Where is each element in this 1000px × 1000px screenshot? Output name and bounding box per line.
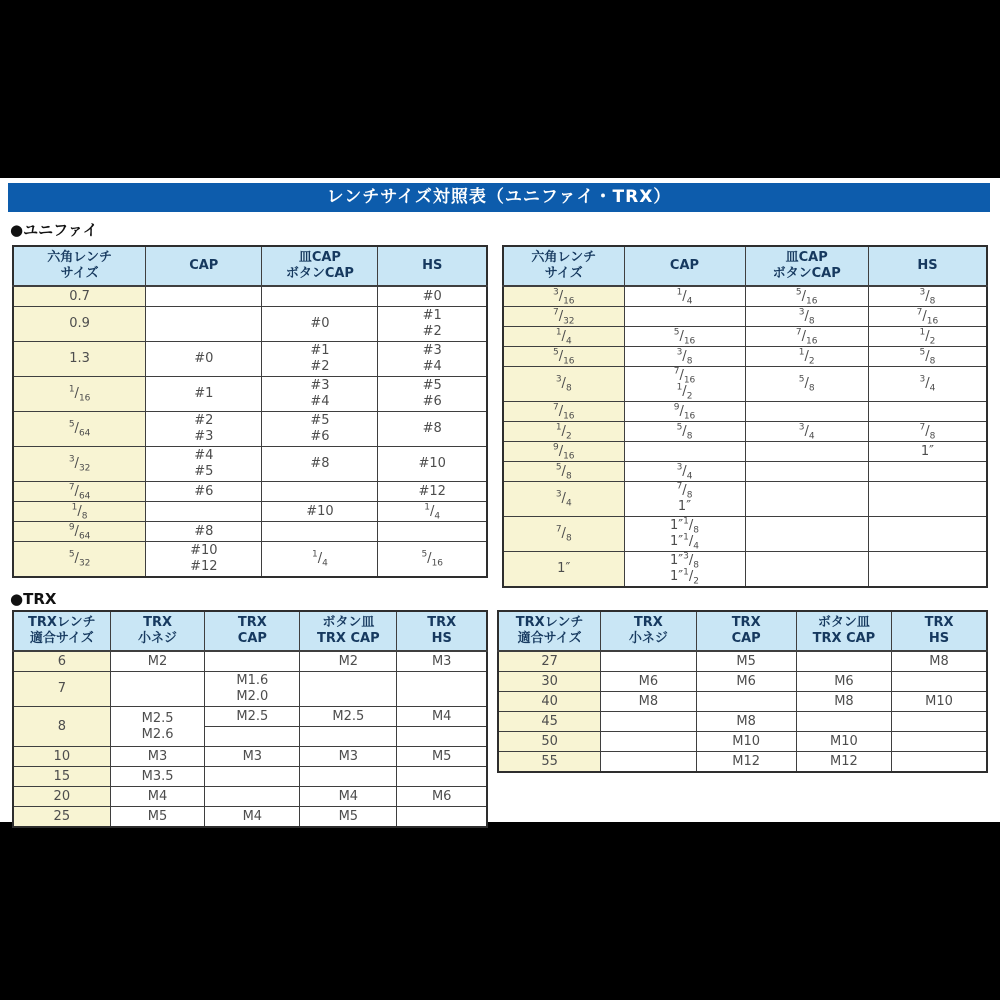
value-cell [796, 651, 891, 672]
table-row [13, 502, 487, 522]
value-cell [397, 767, 487, 787]
column-header: 六角レンチ サイズ [13, 246, 146, 286]
table-row [13, 542, 487, 578]
value-cell: #10 [262, 502, 378, 522]
value-cell [892, 752, 987, 773]
size-cell: 0.9 [13, 307, 146, 342]
value-cell [745, 552, 868, 588]
size-cell: $^9/_{64}$ [13, 522, 146, 542]
value-cell [205, 787, 300, 807]
table-row [498, 732, 987, 752]
value-cell [110, 672, 205, 707]
value-cell: #3 #4 [262, 377, 378, 412]
table-row [503, 482, 987, 517]
column-header: 皿CAP ボタンCAP [262, 246, 378, 286]
value-cell [892, 672, 987, 692]
table-row [13, 707, 487, 727]
value-cell: $^7/_8$ [868, 422, 987, 442]
size-cell: 0.7 [13, 286, 146, 307]
value-cell: M8 [601, 692, 696, 712]
value-cell [624, 307, 745, 327]
table-row [13, 767, 487, 787]
value-cell: M10 [796, 732, 891, 752]
value-cell: #4 #5 [146, 447, 262, 482]
value-cell [892, 732, 987, 752]
table-row [13, 342, 487, 377]
value-cell [745, 482, 868, 517]
column-header: TRX CAP [205, 611, 300, 651]
size-cell: $^3/_8$ [503, 367, 624, 402]
value-cell [745, 462, 868, 482]
value-cell [868, 482, 987, 517]
value-cell [868, 462, 987, 482]
value-cell: $^3/_4$ [868, 367, 987, 402]
size-cell: 7 [13, 672, 110, 707]
value-cell: M12 [796, 752, 891, 773]
trx-tables-row [12, 610, 988, 828]
value-cell: $^1/_4$ [378, 502, 487, 522]
value-cell [300, 767, 397, 787]
size-cell: $^7/_8$ [503, 517, 624, 552]
value-cell [601, 712, 696, 732]
value-cell [205, 727, 300, 747]
size-cell: $^3/_4$ [503, 482, 624, 517]
value-cell: $^5/_8$ [624, 422, 745, 442]
value-cell [146, 502, 262, 522]
value-cell: #1 [146, 377, 262, 412]
value-cell: $^9/_{16}$ [624, 402, 745, 422]
value-cell: #5 #6 [378, 377, 487, 412]
size-cell: 30 [498, 672, 601, 692]
column-header: TRXレンチ 適合サイズ [13, 611, 110, 651]
section-label-unified: ●ユニファイ [10, 221, 98, 239]
size-cell: 20 [13, 787, 110, 807]
size-cell: $^7/_{32}$ [503, 307, 624, 327]
value-cell: M4 [300, 787, 397, 807]
value-cell: $^1/_2$ [868, 327, 987, 347]
table-row [13, 482, 487, 502]
value-cell: M6 [601, 672, 696, 692]
table-row [503, 422, 987, 442]
value-cell [300, 672, 397, 707]
value-cell [378, 522, 487, 542]
size-cell: 10 [13, 747, 110, 767]
value-cell [868, 402, 987, 422]
column-header: TRX 小ネジ [110, 611, 205, 651]
value-cell [146, 286, 262, 307]
table-row [503, 327, 987, 347]
section-label-trx: ●TRX [10, 590, 57, 608]
value-cell: 1″ [868, 442, 987, 462]
table-row [503, 347, 987, 367]
size-table [502, 245, 988, 588]
size-cell: $^7/_{64}$ [13, 482, 146, 502]
column-header: TRX 小ネジ [601, 611, 696, 651]
value-cell: $^7/_{16}$ [745, 327, 868, 347]
value-cell [796, 712, 891, 732]
value-cell [397, 672, 487, 707]
table-row [13, 286, 487, 307]
value-cell: M5 [397, 747, 487, 767]
column-header: TRXレンチ 適合サイズ [498, 611, 601, 651]
value-cell: $^7/_{16}$ [868, 307, 987, 327]
value-cell: M4 [110, 787, 205, 807]
value-cell [745, 442, 868, 462]
value-cell: M4 [397, 707, 487, 727]
value-cell [892, 712, 987, 732]
value-cell: M5 [300, 807, 397, 828]
value-cell: M8 [892, 651, 987, 672]
value-cell: #0 [262, 307, 378, 342]
column-header: TRX HS [397, 611, 487, 651]
size-cell: $^1/_{16}$ [13, 377, 146, 412]
column-header: CAP [624, 246, 745, 286]
size-cell: 1″ [503, 552, 624, 588]
value-cell: #3 #4 [378, 342, 487, 377]
size-cell: 45 [498, 712, 601, 732]
value-cell: M12 [696, 752, 796, 773]
trx-right-table [497, 610, 988, 773]
catalog-page [0, 178, 1000, 822]
unified-right-table [502, 245, 988, 588]
column-header: TRX HS [892, 611, 987, 651]
value-cell: M10 [892, 692, 987, 712]
value-cell: M2.5 [205, 707, 300, 727]
size-cell: $^1/_4$ [503, 327, 624, 347]
value-cell: M3 [110, 747, 205, 767]
size-table [12, 610, 488, 828]
value-cell [696, 692, 796, 712]
value-cell: #12 [378, 482, 487, 502]
value-cell: M8 [696, 712, 796, 732]
value-cell: $1''^3/_8$ $1''^1/_2$ [624, 552, 745, 588]
value-cell: #10 #12 [146, 542, 262, 578]
table-row [13, 807, 487, 828]
table-row [503, 552, 987, 588]
size-cell: 55 [498, 752, 601, 773]
table-row [503, 402, 987, 422]
size-cell: $^1/_8$ [13, 502, 146, 522]
value-cell: $^5/_8$ [745, 367, 868, 402]
value-cell: #8 [378, 412, 487, 447]
size-cell: $^5/_{64}$ [13, 412, 146, 447]
table-row [503, 307, 987, 327]
size-cell: $^3/_{16}$ [503, 286, 624, 307]
table-row [503, 517, 987, 552]
table-row [503, 286, 987, 307]
value-cell: #2 #3 [146, 412, 262, 447]
value-cell: #0 [378, 286, 487, 307]
size-cell: 40 [498, 692, 601, 712]
value-cell: M3 [300, 747, 397, 767]
value-cell: $^3/_8$ [745, 307, 868, 327]
table-row [13, 412, 487, 447]
value-cell: M10 [696, 732, 796, 752]
size-cell: 27 [498, 651, 601, 672]
value-cell: #0 [146, 342, 262, 377]
size-cell: $^5/_{16}$ [503, 347, 624, 367]
column-header: 六角レンチ サイズ [503, 246, 624, 286]
size-cell: 15 [13, 767, 110, 787]
unified-tables-row [12, 245, 988, 588]
value-cell: #1 #2 [262, 342, 378, 377]
size-cell: 1.3 [13, 342, 146, 377]
value-cell: M6 [696, 672, 796, 692]
value-cell [262, 522, 378, 542]
value-cell: $^3/_8$ [624, 347, 745, 367]
value-cell: $^5/_{16}$ [745, 286, 868, 307]
value-cell: $^3/_4$ [624, 462, 745, 482]
column-header: HS [868, 246, 987, 286]
column-header: ボタン皿 TRX CAP [796, 611, 891, 651]
value-cell: #5 #6 [262, 412, 378, 447]
size-cell: $^9/_{16}$ [503, 442, 624, 462]
value-cell [205, 767, 300, 787]
value-cell: $^3/_4$ [745, 422, 868, 442]
value-cell: M2 [110, 651, 205, 672]
value-cell [601, 651, 696, 672]
size-cell: $^3/_{32}$ [13, 447, 146, 482]
value-cell: $^7/_{16}$ $^1/_2$ [624, 367, 745, 402]
value-cell: M8 [796, 692, 891, 712]
table-row [498, 752, 987, 773]
value-cell: $^7/_8$ 1″ [624, 482, 745, 517]
column-header: CAP [146, 246, 262, 286]
value-cell: $^3/_8$ [868, 286, 987, 307]
value-cell: M3 [205, 747, 300, 767]
trx-left-table [12, 610, 488, 828]
size-table [497, 610, 988, 773]
table-row [13, 377, 487, 412]
value-cell: $^1/_4$ [262, 542, 378, 578]
table-row [13, 447, 487, 482]
value-cell: #8 [146, 522, 262, 542]
value-cell [601, 752, 696, 773]
value-cell [397, 807, 487, 828]
value-cell: M5 [110, 807, 205, 828]
value-cell: $^5/_{16}$ [624, 327, 745, 347]
table-row [498, 651, 987, 672]
value-cell: M5 [696, 651, 796, 672]
value-cell: $1''^1/_8$ $1''^1/_4$ [624, 517, 745, 552]
size-cell: $^5/_8$ [503, 462, 624, 482]
value-cell: M2 [300, 651, 397, 672]
value-cell [745, 402, 868, 422]
value-cell: M2.5 [300, 707, 397, 727]
value-cell [262, 482, 378, 502]
table-row [13, 672, 487, 707]
value-cell: #8 [262, 447, 378, 482]
value-cell [205, 651, 300, 672]
value-cell: $^5/_{16}$ [378, 542, 487, 578]
size-cell: $^1/_2$ [503, 422, 624, 442]
table-row [13, 747, 487, 767]
value-cell [868, 517, 987, 552]
value-cell: #10 [378, 447, 487, 482]
value-cell [397, 727, 487, 747]
size-cell: $^7/_{16}$ [503, 402, 624, 422]
value-cell: $^5/_8$ [868, 347, 987, 367]
size-cell: 25 [13, 807, 110, 828]
table-row [13, 787, 487, 807]
table-row [13, 307, 487, 342]
value-cell: M2.5 M2.6 [110, 707, 205, 747]
column-header: HS [378, 246, 487, 286]
size-cell: 6 [13, 651, 110, 672]
table-row [13, 651, 487, 672]
table-row [503, 462, 987, 482]
table-row [503, 367, 987, 402]
size-table [12, 245, 488, 578]
column-header: TRX CAP [696, 611, 796, 651]
value-cell: M4 [205, 807, 300, 828]
page-title: レンチサイズ対照表（ユニファイ・TRX） [8, 183, 990, 212]
value-cell: #6 [146, 482, 262, 502]
value-cell [262, 286, 378, 307]
table-row [503, 442, 987, 462]
table-row [498, 672, 987, 692]
value-cell [146, 307, 262, 342]
value-cell: M3.5 [110, 767, 205, 787]
value-cell [300, 727, 397, 747]
column-header: 皿CAP ボタンCAP [745, 246, 868, 286]
size-cell: $^5/_{32}$ [13, 542, 146, 578]
value-cell: M1.6 M2.0 [205, 672, 300, 707]
size-cell: 8 [13, 707, 110, 747]
size-cell: 50 [498, 732, 601, 752]
value-cell: M3 [397, 651, 487, 672]
table-row [498, 692, 987, 712]
value-cell: M6 [796, 672, 891, 692]
value-cell [601, 732, 696, 752]
value-cell [868, 552, 987, 588]
value-cell: M6 [397, 787, 487, 807]
value-cell [745, 517, 868, 552]
value-cell: $^1/_4$ [624, 286, 745, 307]
value-cell [624, 442, 745, 462]
value-cell: $^1/_2$ [745, 347, 868, 367]
value-cell: #1 #2 [378, 307, 487, 342]
column-header: ボタン皿 TRX CAP [300, 611, 397, 651]
unified-left-table [12, 245, 488, 578]
table-row [498, 712, 987, 732]
table-row [13, 522, 487, 542]
